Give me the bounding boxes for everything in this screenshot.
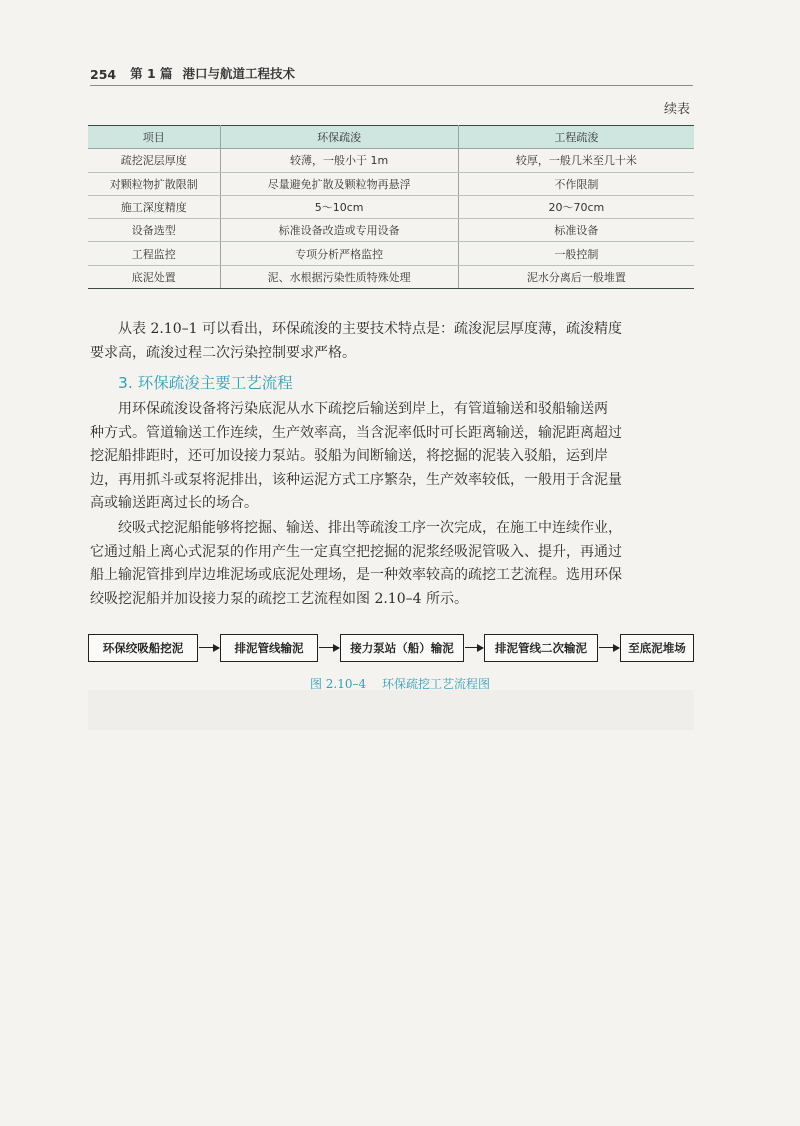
flow-arrow: [599, 647, 619, 648]
process-flowchart: [88, 634, 694, 664]
column-header: 环保疏浚: [220, 126, 458, 149]
figure-title: 环保疏挖工艺流程图: [381, 677, 490, 691]
paragraph-transport: [90, 398, 693, 516]
show-through-shadow: [88, 690, 694, 730]
table-cell: 专项分析严格监控: [220, 242, 458, 265]
table-row: [88, 265, 694, 288]
table-cell: 底泥处置: [88, 265, 220, 288]
text-line: 种方式。管道输送工作连续，生产效率高，当含泥率低时可长距离输送，输泥距离超过: [90, 424, 622, 441]
table-cell: 尽量避免扩散及颗粒物再悬浮: [220, 172, 458, 195]
table-row: [88, 195, 694, 218]
text-line: 挖泥船排距时，还可加设接力泵站。驳船为间断输送，将挖掘的泥装入驳船，运到岸: [90, 448, 608, 464]
text-line: 边，再用抓斗或泵将泥排出，该种运泥方式工序繁杂，生产效率较低，一般用于含泥量: [90, 471, 622, 488]
text-line: 用环保疏浚设备将污染底泥从水下疏挖后输送到岸上，有管道输送和驳船输送两: [118, 401, 608, 417]
text-line: 绞吸挖泥船并加设接力泵的疏挖工艺流程如图 2.10–4 所示。: [90, 590, 468, 607]
table-cell: 标准设备: [458, 219, 694, 242]
flow-step-box: 排泥管线输泥: [220, 634, 318, 662]
table-row: [88, 149, 694, 172]
table-cell: 设备选型: [88, 219, 220, 242]
page-number: 254: [90, 67, 117, 82]
figure-caption: [0, 675, 800, 692]
running-header: [90, 60, 693, 82]
text-line: 绞吸式挖泥船能够将挖掘、输送、排出等疏浚工序一次完成，在施工中连续作业，: [118, 520, 622, 536]
flow-step-box: 排泥管线二次输泥: [484, 634, 598, 662]
table-cell: 不作限制: [458, 172, 694, 195]
column-header: 项目: [88, 126, 220, 149]
table-cell: 对颗粒物扩散限制: [88, 172, 220, 195]
flow-step-box: 接力泵站（船）输泥: [340, 634, 464, 662]
table-cell: 5～10cm: [220, 195, 458, 218]
flow-step-box: 至底泥堆场: [620, 634, 694, 662]
section-heading: 3. 环保疏浚主要工艺流程: [118, 374, 293, 392]
text-line: 船上输泥管排到岸边堆泥场或底泥处理场，是一种效率较高的疏挖工艺流程。选用环保: [90, 567, 622, 583]
table-cell: 一般控制: [458, 242, 694, 265]
table-cell: 泥、水根据污染性质特殊处理: [220, 265, 458, 288]
text-line: 要求高，疏浚过程二次污染控制要求严格。: [90, 344, 356, 361]
table-cell: 施工深度精度: [88, 195, 220, 218]
section-title: 港口与航道工程技术: [182, 66, 296, 81]
table-header-row: [88, 126, 694, 149]
flow-arrow: [199, 647, 219, 648]
flow-arrow: [465, 647, 483, 648]
flow-arrow: [319, 647, 339, 648]
table-row: [88, 219, 694, 242]
column-header: 工程疏浚: [458, 126, 694, 149]
table-cell: 20～70cm: [458, 195, 694, 218]
header-divider: [90, 85, 693, 86]
comparison-table: [88, 125, 694, 289]
table-cell: 标准设备改造或专用设备: [220, 219, 458, 242]
table-row: [88, 172, 694, 195]
table-cell: 工程监控: [88, 242, 220, 265]
table-cell: 较厚，一般几米至几十米: [458, 149, 694, 172]
flow-step-box: 环保绞吸船挖泥: [88, 634, 198, 662]
table-cell: 泥水分离后一般堆置: [458, 265, 694, 288]
text-line: 高或输送距离过长的场合。: [90, 495, 258, 511]
part-label: 第 1 篇: [130, 66, 173, 81]
figure-number: 图 2.10–4: [309, 677, 367, 691]
paragraph-summary: [90, 318, 693, 365]
table-cell: 较薄，一般小于 1m: [220, 149, 458, 172]
text-line: 它通过船上离心式泥泵的作用产生一定真空把挖掘的泥浆经吸泥管吸入、提升，再通过: [90, 543, 622, 560]
table-cell: 疏挖泥层厚度: [88, 149, 220, 172]
text-line: 从表 2.10–1 可以看出，环保疏浚的主要技术特点是：疏浚泥层厚度薄，疏浚精度: [118, 321, 622, 337]
table-row: [88, 242, 694, 265]
table-continued-label: 续表: [663, 102, 690, 117]
paragraph-cutter-suction: [90, 517, 693, 611]
